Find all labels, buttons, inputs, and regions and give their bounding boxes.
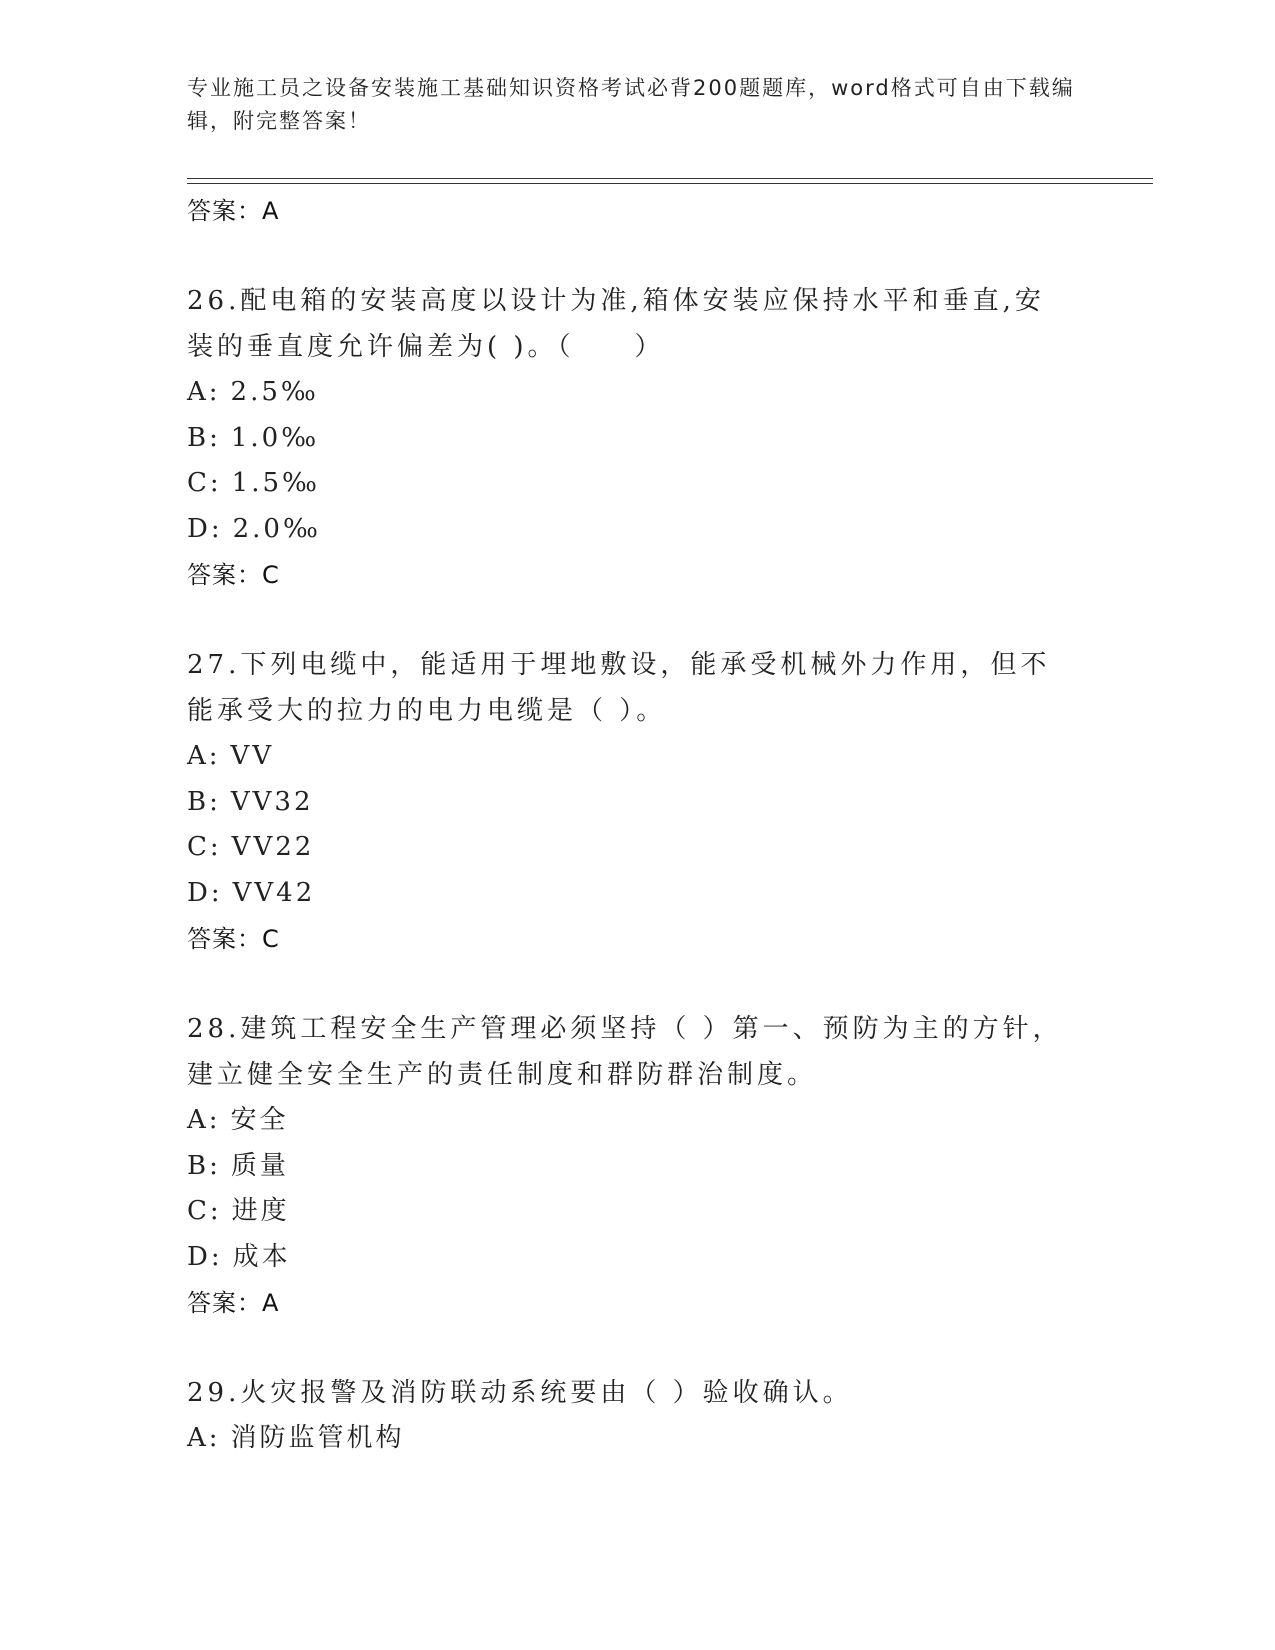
option-letter: C: [187, 468, 210, 498]
option-separator: :: [208, 741, 221, 771]
option-text: VV32: [230, 786, 314, 817]
option-text: 进度: [231, 1196, 290, 1226]
option-separator: :: [208, 377, 221, 407]
option-text: 2.0‰: [232, 513, 321, 544]
option-b: [187, 1144, 1067, 1190]
option-c: [187, 461, 1067, 507]
option-text: 安全: [230, 1105, 289, 1135]
option-letter: C: [187, 832, 210, 862]
question-29: [187, 1370, 1067, 1462]
question-26: [187, 278, 1067, 598]
option-separator: :: [209, 786, 221, 817]
option-d: [187, 871, 1067, 917]
option-separator: :: [210, 513, 223, 544]
option-separator: :: [208, 1423, 221, 1453]
question-27: [187, 642, 1067, 962]
option-separator: :: [210, 1241, 223, 1272]
option-a: [187, 734, 1067, 780]
option-text: 成本: [232, 1241, 291, 1272]
question-28: [187, 1006, 1067, 1326]
option-text: 1.0‰: [230, 422, 320, 453]
option-letter: A: [187, 741, 209, 771]
option-text: 质量: [230, 1150, 289, 1181]
option-letter: D: [187, 877, 211, 908]
option-separator: :: [209, 422, 221, 453]
option-letter: D: [187, 513, 211, 544]
question-stem: 28.建筑工程安全生产管理必须坚持（ ）第一、预防为主的方针，建立健全安全生产的责任制度和群防群治制度。: [187, 1014, 1063, 1090]
answer-line: 答案：C: [187, 561, 280, 589]
header-divider-bottom: [187, 183, 1153, 184]
question-stem: 27.下列电缆中，能适用于埋地敷设，能承受机械外力作用，但不能承受大的拉力的电力电缆是（ ）。: [187, 650, 1051, 726]
option-separator: :: [210, 877, 223, 908]
option-d: [187, 507, 1067, 553]
option-c: [187, 825, 1067, 871]
answer-line: 答案：A: [187, 197, 280, 225]
option-separator: :: [209, 1150, 221, 1181]
question-stem: 29.火灾报警及消防联动系统要由（ ）验收确认。: [187, 1378, 853, 1408]
option-d: [187, 1235, 1067, 1281]
option-letter: B: [187, 786, 210, 817]
option-letter: D: [187, 1241, 211, 1272]
option-text: 2.5‰: [230, 377, 319, 407]
header-divider-top: [187, 178, 1153, 179]
option-letter: A: [187, 1105, 209, 1135]
option-letter: A: [187, 377, 209, 407]
option-text: VV22: [231, 832, 315, 862]
question-list: [187, 188, 1067, 1462]
option-text: 1.5‰: [231, 468, 320, 498]
option-separator: :: [209, 832, 222, 862]
option-a: [187, 370, 1067, 416]
option-letter: A: [187, 1423, 209, 1453]
option-text: 消防监管机构: [230, 1423, 405, 1453]
option-b: [187, 780, 1067, 826]
option-separator: :: [209, 1196, 222, 1226]
option-letter: B: [187, 1150, 210, 1181]
option-separator: :: [208, 1105, 221, 1135]
answer-line: 答案：C: [187, 925, 280, 953]
question-stem: 26.配电箱的安装高度以设计为准,箱体安装应保持水平和垂直,安装的垂直度允许偏差为( )。（ ）: [187, 286, 1045, 362]
option-letter: C: [187, 1196, 210, 1226]
option-letter: B: [187, 422, 210, 453]
option-c: [187, 1189, 1067, 1235]
option-a: [187, 1416, 1067, 1462]
option-b: [187, 416, 1067, 462]
option-text: VV42: [232, 877, 316, 908]
option-text: VV: [230, 741, 275, 771]
document-header: 专业施工员之设备安装施工基础知识资格考试必背200题题库，word格式可自由下载编辑，附完整答案！: [187, 76, 1075, 133]
option-a: [187, 1098, 1067, 1144]
option-separator: :: [209, 468, 222, 498]
answer-line: 答案：A: [187, 1289, 280, 1317]
